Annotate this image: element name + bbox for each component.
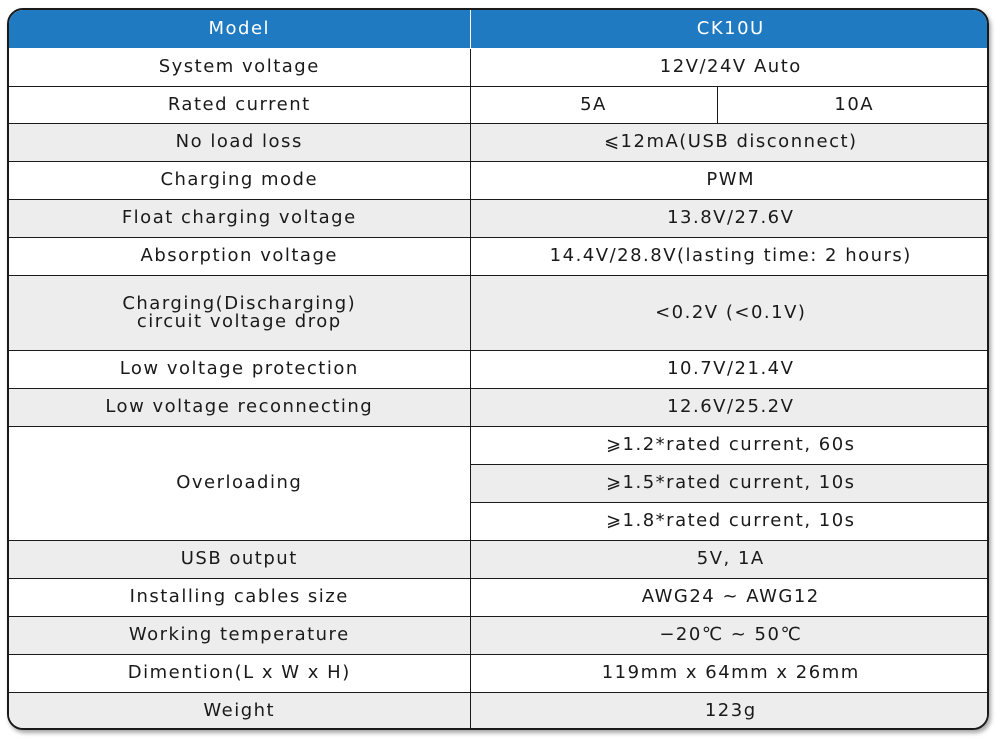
row-value-5a: 5A <box>470 86 717 123</box>
table-row <box>9 426 989 464</box>
row-label: Low voltage reconnecting <box>9 388 470 426</box>
table-row <box>9 123 989 161</box>
row-value: AWG24 ~ AWG12 <box>470 578 989 616</box>
table-row <box>9 616 989 654</box>
row-label: Working temperature <box>9 616 470 654</box>
row-value-10a: 10A <box>717 86 989 123</box>
row-value: 14.4V/28.8V(lasting time: 2 hours) <box>470 237 989 275</box>
row-value: 10.7V/21.4V <box>470 350 989 388</box>
table-row <box>9 388 989 426</box>
table-row <box>9 692 989 730</box>
table-row <box>9 86 989 123</box>
row-label: Dimention(L x W x H) <box>9 654 470 692</box>
header-model-value: CK10U <box>470 10 989 48</box>
table-row <box>9 199 989 237</box>
row-label: Weight <box>9 692 470 730</box>
row-value: 123g <box>470 692 989 730</box>
header-model-label: Model <box>9 10 470 48</box>
row-value: 12.6V/25.2V <box>470 388 989 426</box>
row-label: Rated current <box>9 86 470 123</box>
table-row <box>9 161 989 199</box>
table-row <box>9 237 989 275</box>
row-value: −20℃ ~ 50℃ <box>470 616 989 654</box>
row-value: 119mm x 64mm x 26mm <box>470 654 989 692</box>
row-value: ⩽12mA(USB disconnect) <box>470 123 989 161</box>
row-label-multiline <box>9 275 470 350</box>
row-label: USB output <box>9 540 470 578</box>
row-label: Low voltage protection <box>9 350 470 388</box>
spec-table <box>9 10 989 730</box>
table-row <box>9 48 989 86</box>
row-value: 5V, 1A <box>470 540 989 578</box>
row-label: Absorption voltage <box>9 237 470 275</box>
table-row <box>9 540 989 578</box>
row-label: Float charging voltage <box>9 199 470 237</box>
spec-table-container <box>7 8 989 730</box>
row-value: <0.2V (<0.1V) <box>470 275 989 350</box>
table-row <box>9 275 989 350</box>
row-label: System voltage <box>9 48 470 86</box>
table-header-row <box>9 10 989 48</box>
table-row <box>9 578 989 616</box>
row-label: Installing cables size <box>9 578 470 616</box>
row-label-overloading: Overloading <box>9 426 470 540</box>
row-value: PWM <box>470 161 989 199</box>
overload-value-3: ⩾1.8*rated current, 10s <box>470 502 989 540</box>
row-value: 12V/24V Auto <box>470 48 989 86</box>
row-label: Charging mode <box>9 161 470 199</box>
row-value: 13.8V/27.6V <box>470 199 989 237</box>
row-label-line1: Charging(Discharging) <box>122 292 357 314</box>
table-row <box>9 654 989 692</box>
table-row <box>9 350 989 388</box>
overload-value-2: ⩾1.5*rated current, 10s <box>470 464 989 502</box>
row-label: No load loss <box>9 123 470 161</box>
row-label-line2: circuit voltage drop <box>136 310 342 332</box>
overload-value-1: ⩾1.2*rated current, 60s <box>470 426 989 464</box>
